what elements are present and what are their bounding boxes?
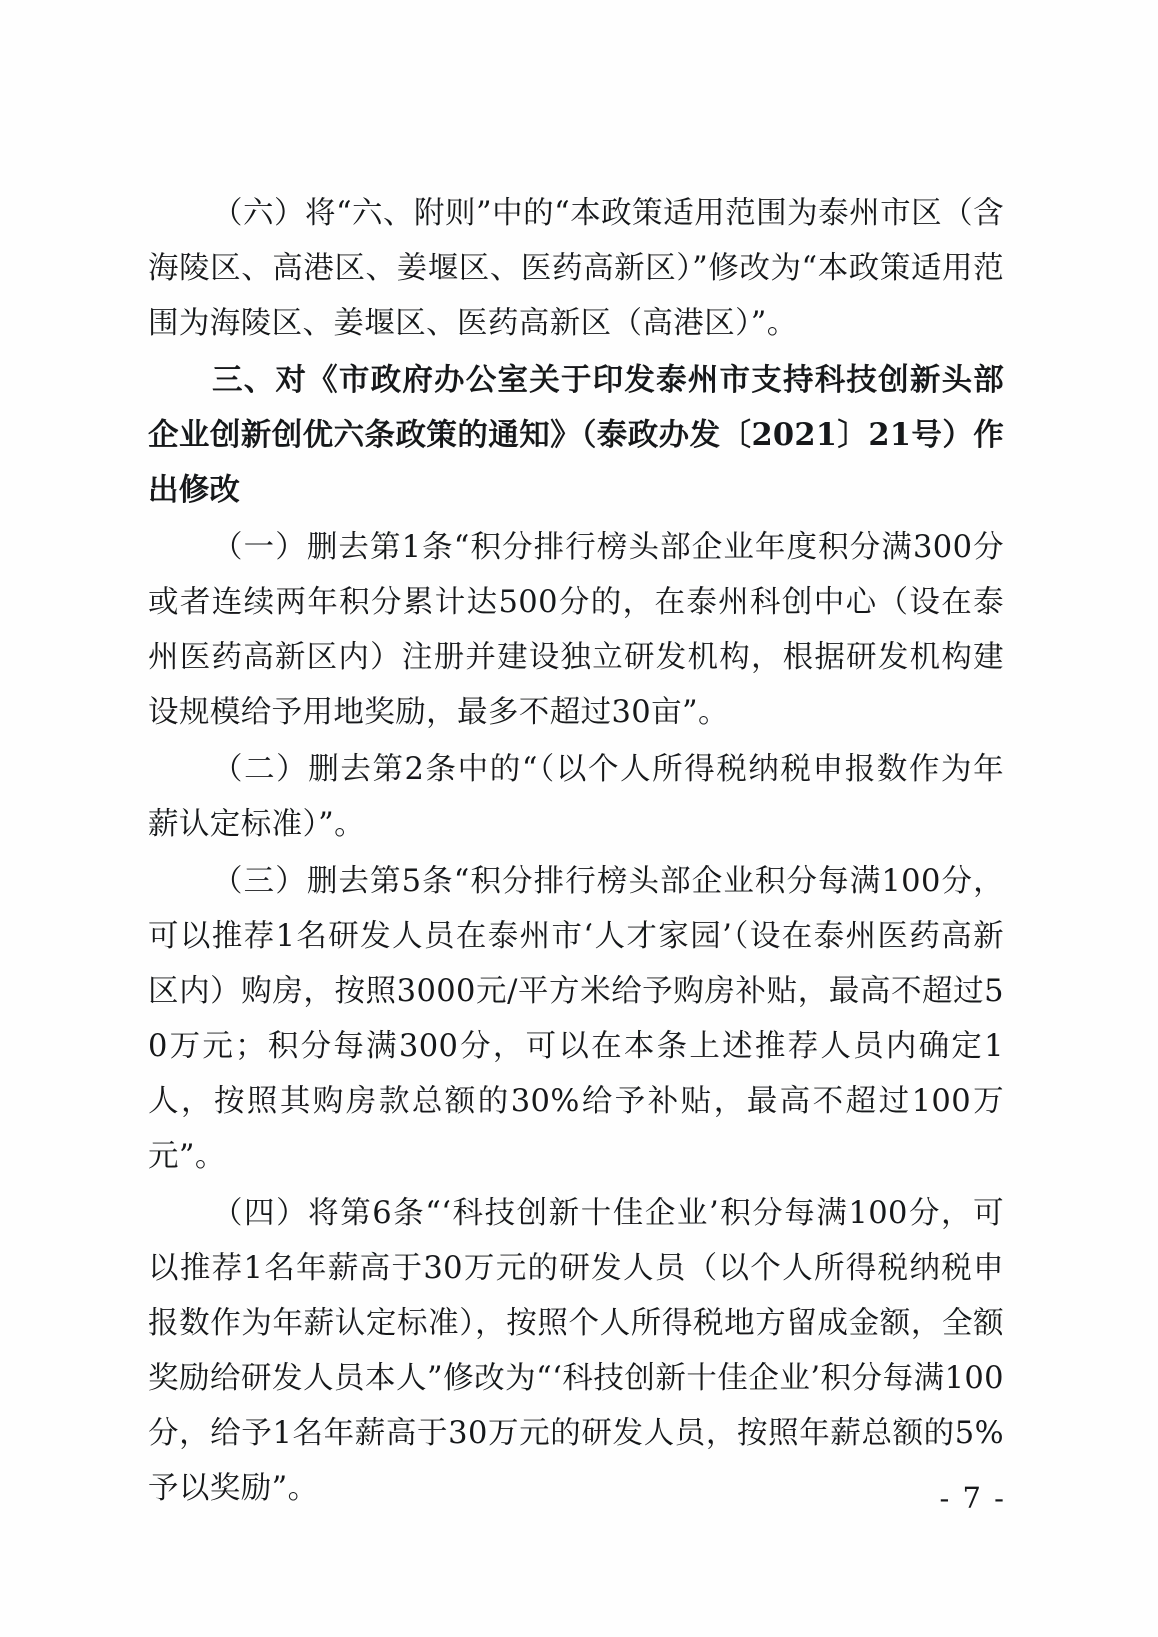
paragraph-item-4-amendment: （四）将第6条“‘科技创新十佳企业’积分每满100分，可以推荐1名年薪高于30万元的研发人员（以个人所得税纳税申报数作为年薪认定标准），按照个人所得税地方留成金额，全额奖励给研发人员本人”修改为“‘科技创新十佳企业’积分每满100分，给予1名年薪高于30万元的研发人员，按照年薪总额的5%予以奖励”。 bbox=[148, 1196, 1004, 1506]
paragraph-section-three-heading: 三、对《市政府办公室关于印发泰州市支持科技创新头部企业创新创优六条政策的通知》（泰政办发〔2021〕21号）作出修改 bbox=[148, 362, 1004, 508]
paragraph-item-2-delete: （二）删去第2条中的“（以个人所得税纳税申报数作为年薪认定标准）”。 bbox=[148, 752, 1004, 842]
page-number: - 7 - bbox=[939, 1481, 1006, 1515]
paragraph-item-6-amendment: （六）将“六、附则”中的“本政策适用范围为泰州市区（含海陵区、高港区、姜堰区、医药高新区）”修改为“本政策适用范围为海陵区、姜堰区、医药高新区（高港区）”。 bbox=[148, 196, 1004, 341]
paragraph-item-3-delete: （三）删去第5条“积分排行榜头部企业积分每满100分，可以推荐1名研发人员在泰州市‘人才家园’（设在泰州医药高新区内）购房，按照3000元/平方米给予购房补贴，最高不超过50万元；积分每满300分，可以在本条上述推荐人员内确定1人，按照其购房款总额的30%给予补贴，最高不超过100万元”。 bbox=[148, 864, 1004, 1174]
paragraph-item-1-delete: （一）删去第1条“积分排行榜头部企业年度积分满300分或者连续两年积分累计达500分的，在泰州科创中心（设在泰州医药高新区内）注册并建设独立研发机构，根据研发机构建设规模给予用地奖励，最多不超过30亩”。 bbox=[148, 530, 1004, 730]
document-body bbox=[148, 186, 1004, 1518]
